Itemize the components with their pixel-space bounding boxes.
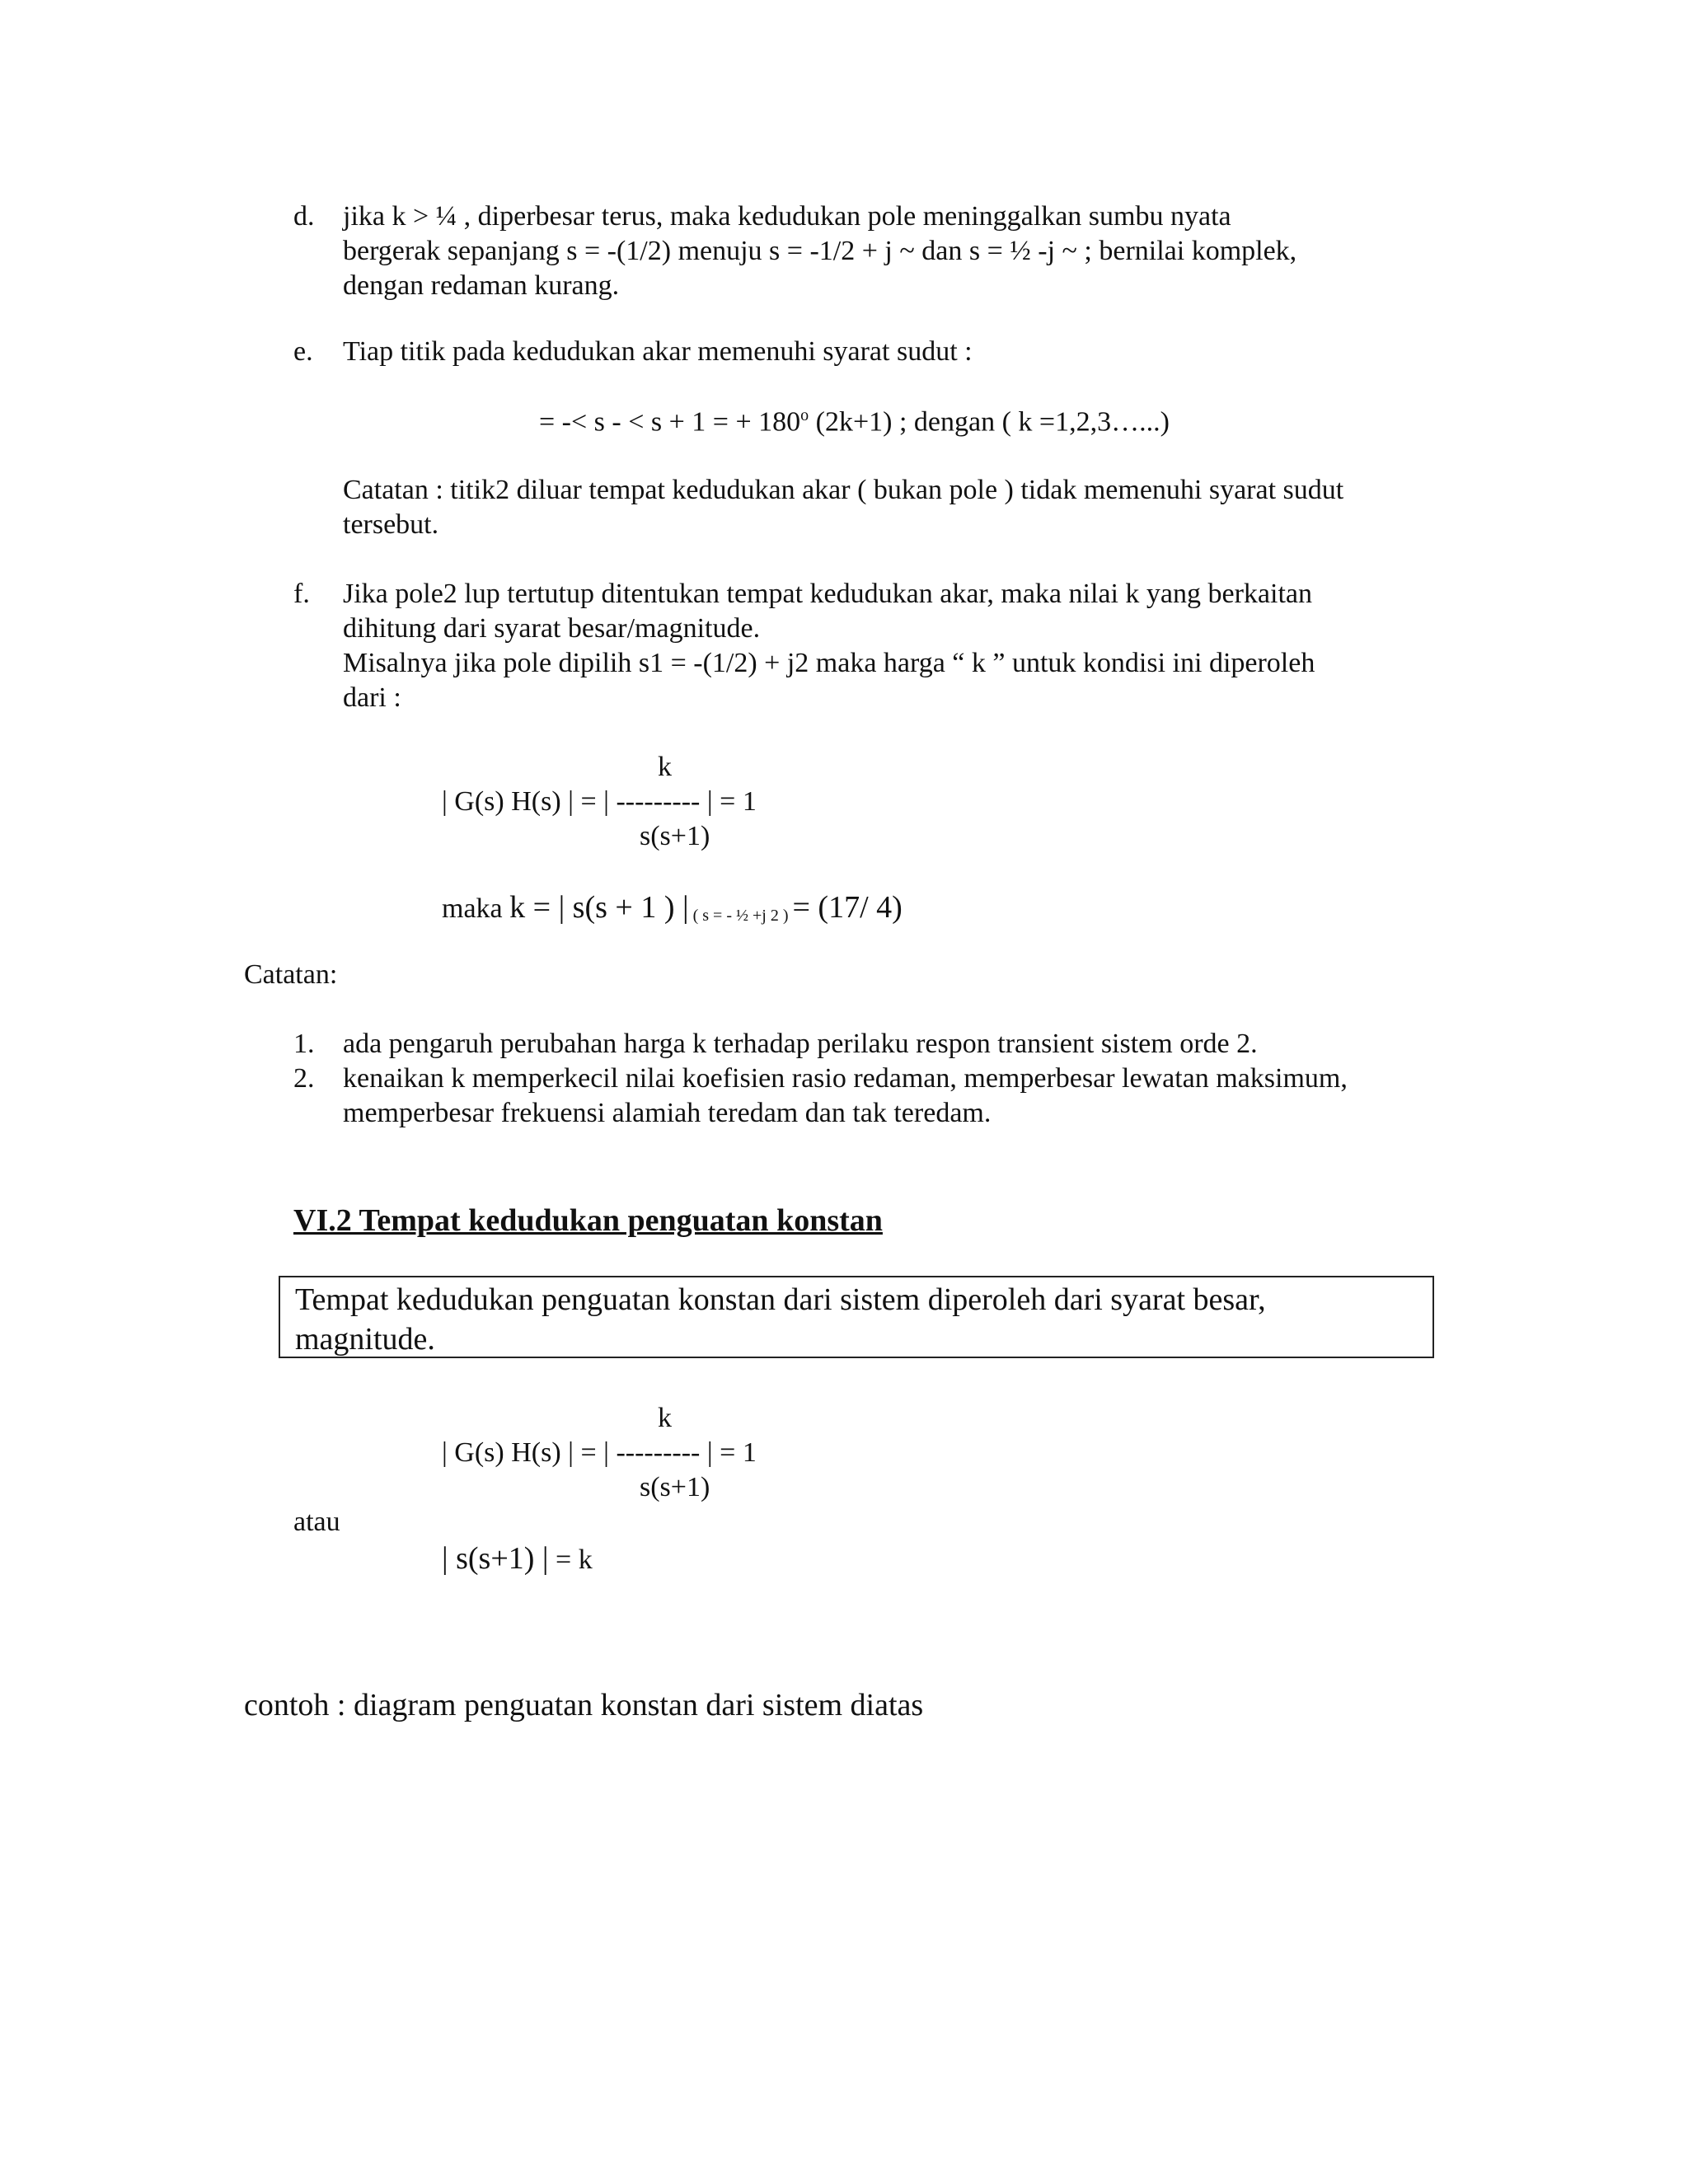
item-e-line: Tiap titik pada kedudukan akar memenuhi syarat sudut : [343, 336, 973, 367]
item-e-note-line-1: Catatan : titik2 diluar tempat kedudukan akar ( bukan pole ) tidak memenuhi syarat sudut [343, 475, 1344, 505]
item-d-line-3: dengan redaman kurang. [343, 270, 620, 301]
catatan-item-2-line-1: kenaikan k memperkecil nilai koefisien rasio redaman, memperbesar lewatan maksimum, [343, 1063, 1348, 1094]
item-f-line-1: Jika pole2 lup tertutup ditentukan tempat kedudukan akar, maka nilai k yang berkaitan [343, 579, 1313, 609]
definition-box-line-1: Tempat kedudukan penguatan konstan dari sistem diperoleh dari syarat besar, [295, 1282, 1266, 1317]
formula-2-magnitude-condition: | G(s) H(s) | = | --------- | = 1 [442, 1437, 757, 1468]
alternate-equation: | s(s+1) | = k [442, 1541, 593, 1576]
formula-2-numerator: k [658, 1403, 672, 1433]
item-f-line-3: Misalnya jika pole dipilih s1 = -(1/2) + j2 maka harga “ k ” untuk kondisi ini diperoleh [343, 648, 1315, 678]
item-marker-d: d. [293, 201, 315, 232]
item-d-line-2: bergerak sepanjang s = -(1/2) menuju s = -1/2 + j ~ dan s = ½ -j ~ ; bernilai komplek, [343, 236, 1297, 266]
item-d-line-1: jika k > ¼ , diperbesar terus, maka kedudukan pole meninggalkan sumbu nyata [343, 201, 1231, 232]
formula-2-denominator: s(s+1) [640, 1472, 710, 1502]
catatan-label: Catatan: [244, 959, 338, 990]
item-marker-e: e. [293, 336, 313, 367]
item-f-line-2: dihitung dari syarat besar/magnitude. [343, 613, 761, 644]
catatan-item-2-line-2: memperbesar frekuensi alamiah teredam dan tak teredam. [343, 1098, 992, 1128]
definition-box-line-2: magnitude. [295, 1322, 435, 1357]
formula-magnitude-condition: | G(s) H(s) | = | --------- | = 1 [442, 786, 757, 817]
formula-numerator: k [658, 752, 672, 782]
item-marker-f: f. [293, 579, 310, 609]
contoh-caption: contoh : diagram penguatan konstan dari sistem diatas [244, 1688, 924, 1722]
angle-condition-equation: = -< s - < s + 1 = + $180^o$ (2k+1) ; dengan ( k =1,2,3…...) [539, 406, 1170, 438]
formula-denominator: s(s+1) [640, 821, 710, 851]
item-e-note-line-2: tersebut. [343, 509, 439, 540]
item-f-line-4: dari : [343, 682, 401, 713]
catatan-num-2: 2. [293, 1063, 315, 1094]
atau-label: atau [293, 1507, 340, 1537]
k-result-equation: maka k = | s(s + 1 ) | ( s = - ½ +j 2 ) = (17/ 4) [442, 890, 903, 925]
section-heading: VI.2 Tempat kedudukan penguatan konstan [293, 1203, 883, 1238]
catatan-item-1: ada pengaruh perubahan harga k terhadap perilaku respon transient sistem orde 2. [343, 1029, 1258, 1059]
catatan-num-1: 1. [293, 1029, 315, 1059]
